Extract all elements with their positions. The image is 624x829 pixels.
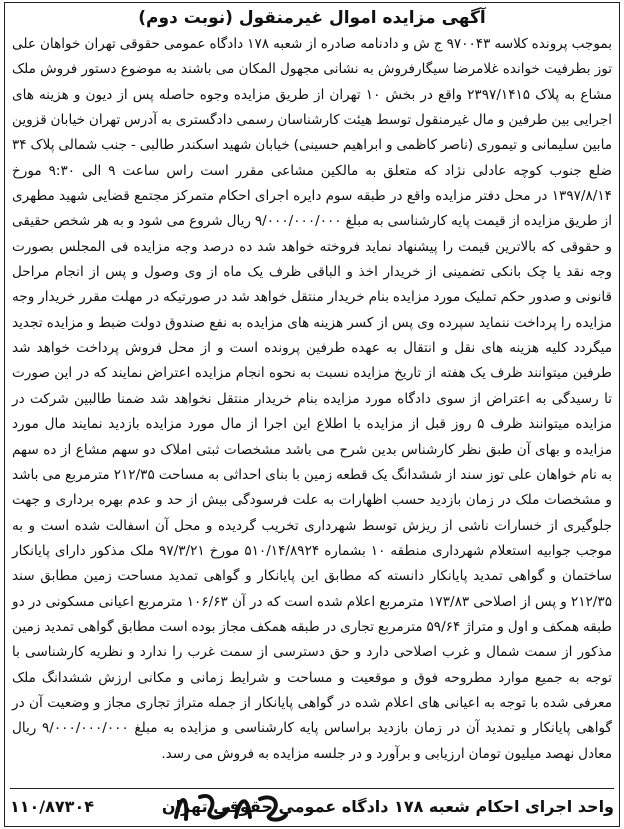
issuing-office: واحد اجرای احکام شعبه ۱۷۸ دادگاه عمومی حقوقی تهران [161,796,614,816]
notice-title: آگهی مزایده اموال غیرمنقول (نوبت دوم) [138,8,486,28]
notice-number: ۱۱۰/۸۷۳۰۴ [10,796,94,816]
notice-body: بموجب پرونده کلاسه ۹۷۰۰۴۳ ج ش و دادنامه صادره از شعبه ۱۷۸ دادگاه عمومی حقوقی تهران خواهان علی توز بطرفیت خوانده غلامرضا سیگارفروش به نشانی مجهول المکان می باشند به موضوع دستور فروش ملک مشاع به پلاک ۲۳۹۷/۱۴۱۵ واقع در بخش ۱۰ تهران از طریق مزایده وجوه حاصله پس از دیون و هزینه های اجرایی بین طرفین و مال غیرمنقول توسط هیئت کارشناسان رسمی دادگستری به آدرس تهران خیابان قزوین مابین سلیمانی و تیموری (ناصر کاظمی و ابراهیم حسینی) خیابان شهید اسکندر طالبی - جنب شمالی پلاک ۳۴ ضلع جنوب کوچه عادلی نژاد که متعلق به مالکین مشاعی مقرر است راس ساعت ۹ الی ۹:۳۰ مورخ ۱۳۹۷/۸/۱۴ در محل دفتر مزایده واقع در طبقه سوم دایره اجرای احکام متمرکز مجتمع قضایی شهید مطهری از طریق مزایده از قیمت پایه کارشناسی به مبلغ ۹/۰۰۰/۰۰۰/۰۰۰ ریال شروع می شود و به هر شخص حقیقی و حقوقی که بالاترین قیمت را پیشنهاد نماید فروخته خواهد شد ده درصد وجه مزایده فی المجلس بصورت وجه نقد یا چک بانکی تضمینی از خریدار اخذ و الباقی ظرف یک ماه از وی وصول و پس از انجام مراحل قانونی و صدور حکم تملیک مورد مزایده بنام خریدار منتقل خواهد شد در صورتیکه در مهلت مقرر خریدار وجه مزایده را پرداخت ننماید سپرده وی پس از کسر هزینه های مزایده به نفع صندوق دولت ضبط و مزایده تجدید میگردد کلیه هزینه های نقل و انتقال به عهده طرفین پرونده است و از محل فروش پرداخت خواهد شد طرفین میتوانند ظرف یک هفته از تاریخ مزایده نسبت به نحوه انجام مزایده اعتراض نمایند که در این صورت تا رسیدگی به اعتراض از سوی دادگاه مورد مزایده بنام خریدار منتقل نخواهد شد ضمنا طالبین شرکت در مزایده میتوانند ظرف ۵ روز قبل از مزایده با اطلاع این اجرا از مال مورد مزایده بازدید نمایند مال مورد مزایده و بهای آن طبق نظر کارشناس بدین شرح می باشد مشخصات ثبتی املاک دو سهم مشاع از ده سهم به نام خواهان علی توز سند از ششدانگ یک قطعه زمین با بنای احداثی به مساحت ۲۱۲/۳۵ مترمربع می باشد و مشخصات ملک در زمان بازدید حسب اظهارات به علت فرسودگی بیش از حد و عدم بهره برداری و جهت جلوگیری از خسارات ناشی از ریزش توسط شهرداری تخریب گردیده و محل آن اسفالت شده است و به موجب جوابیه استعلام شهرداری منطقه ۱۰ بشماره ۵۱۰/۱۴/۸۹۲۴ مورخ ۹۷/۳/۲۱ ملک مذکور دارای پایانکار ساختمان و گواهی تمدید پایانکار دانسته که مطابق این پایانکار و گواهی تمدید مساحت زمین مطابق سند ۲۱۲/۳۵ و پس از اصلاحی ۱۷۳/۸۳ مترمربع اعلام شده است که در آن ۱۰۶/۶۳ مترمربع اعیانی مسکونی در دو طبقه همکف و اول و متراژ ۵۹/۶۴ مترمربع تجاری در طبقه همکف مجاز بوده است مطابق گواهی تمدید زمین مذکور از سمت شمال و غرب اصلاحی دارد و حق دسترسی از سمت غرب را ندارد و نظریه کارشناسی با توجه به جمیع موارد مطروحه فوق و موقعیت و مساحت و شرایط زمانی و مکانی ارزش ششدانگ ملک معرفی شده با توجه به اعیانی های اعلام شده در گواهی پایانکار از جمله متراژ تجاری مجاز و وضعیت آن در گواهی پایانکار و تمدید آن در زمان بازدید براساس پایه کارشناسی و مزایده به مبلغ ۹/۰۰۰/۰۰۰/۰۰۰ ریال معادل نهصد میلیون تومان ارزیابی و برآورد و در جلسه مزایده به فروش می رسد. [12,36,613,762]
notice-footer [10,788,614,823]
